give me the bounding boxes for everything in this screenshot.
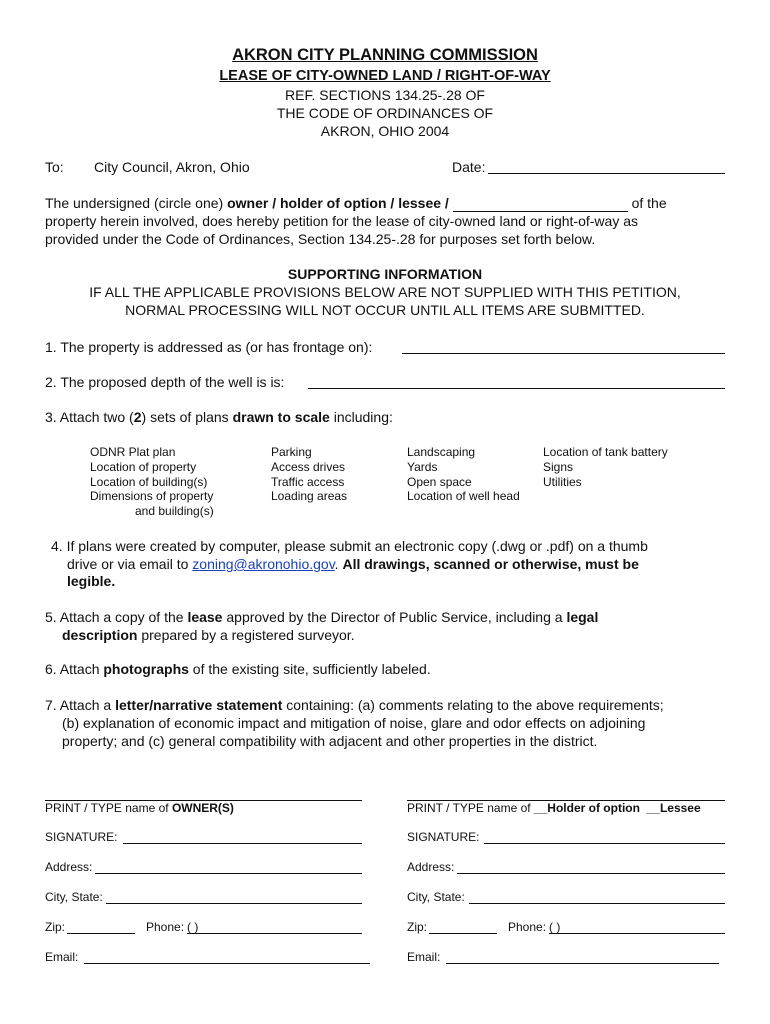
holder-email-field[interactable]: [446, 963, 719, 964]
well-depth-field[interactable]: [308, 388, 725, 389]
plan-item: Dimensions of property: [90, 489, 214, 504]
holder-city-state-field[interactable]: [469, 903, 725, 904]
owner-city-state-field[interactable]: [106, 903, 362, 904]
date-label: Date:: [452, 159, 486, 175]
owner-zip-field[interactable]: [67, 933, 135, 934]
ref-line-1: REF. SECTIONS 134.25-.28 OF: [285, 87, 485, 103]
plan-column-2: [271, 445, 347, 504]
petition-intro: The undersigned (circle one): [45, 195, 228, 211]
to-label: To:: [45, 159, 64, 175]
plan-item: Open space: [407, 474, 472, 489]
form-title: AKRON CITY PLANNING COMMISSION: [232, 46, 538, 64]
plan-item: ODNR Plat plan: [90, 445, 176, 459]
owner-phone-label: Phone:: [146, 920, 185, 934]
holder-phone-field[interactable]: [549, 933, 725, 934]
plan-item: Loading areas: [271, 489, 348, 504]
holder-address-label: Address:: [407, 860, 455, 874]
petition-line-3: provided under the Code of Ordinances, Section 134.25-.28 for purposes set forth below.: [45, 231, 596, 247]
plan-item: Utilities: [543, 474, 582, 489]
item-2-label: 2. The proposed depth of the well is is:: [45, 374, 285, 390]
owner-address-label: Address:: [45, 860, 93, 874]
item-1-label: 1. The property is addressed as (or has frontage on):: [45, 339, 373, 355]
holder-signature-label: SIGNATURE:: [407, 830, 480, 844]
ref-line-3: AKRON, OHIO 2004: [320, 123, 450, 139]
plan-item: Location of property: [90, 459, 197, 474]
holder-address-field[interactable]: [457, 873, 725, 874]
item-4-line-2: drive or via email to zoning@akronohio.gov. All drawings, scanned or otherwise, must be: [67, 556, 639, 572]
petitioner-other-field[interactable]: [453, 195, 628, 212]
item-7-line-3: property; and (c) general compatibility with adjacent and other properties in the district.: [62, 733, 598, 749]
to-value: City Council, Akron, Ohio: [94, 159, 250, 175]
plan-item: Signs: [543, 459, 574, 474]
plan-column-3: [407, 445, 520, 504]
item-5-line-2: description prepared by a registered surveyor.: [62, 627, 355, 643]
ref-line-2: THE CODE OF ORDINANCES OF: [276, 105, 494, 121]
plan-item: Location of building(s): [90, 474, 208, 489]
plan-item: and building(s): [135, 504, 214, 519]
supporting-note-1: IF ALL THE APPLICABLE PROVISIONS BELOW ARE NOT SUPPLIED WITH THIS PETITION,: [89, 284, 681, 300]
holder-print-label: PRINT / TYPE name of __Holder of option __Lessee: [407, 801, 701, 815]
plan-item: Yards: [407, 459, 438, 474]
item-3-label: 3. Attach two (2) sets of plans drawn to scale including:: [45, 409, 393, 425]
plan-item: Location of tank battery: [543, 445, 668, 459]
holder-zip-label: Zip:: [407, 920, 428, 934]
plan-column-4: [543, 445, 668, 489]
holder-option-choice[interactable]: __Holder of option: [533, 801, 640, 815]
owner-zip-label: Zip:: [45, 920, 66, 934]
holder-phone-paren: ( ): [549, 920, 561, 934]
owner-signature-label: SIGNATURE:: [45, 830, 118, 844]
owner-signature-field[interactable]: [123, 843, 362, 844]
owner-print-label: PRINT / TYPE name of OWNER(S): [45, 801, 234, 815]
petition-of-the: of the: [627, 195, 667, 211]
petition-line-2: property herein involved, does hereby petition for the lease of city-owned land or right-of-way as: [45, 213, 638, 229]
holder-phone-label: Phone:: [508, 920, 547, 934]
plan-item: Parking: [271, 445, 312, 459]
item-5-line-1: 5. Attach a copy of the lease approved by the Director of Public Service, including a legal: [45, 609, 599, 625]
supporting-note-2: NORMAL PROCESSING WILL NOT OCCUR UNTIL ALL ITEMS ARE SUBMITTED.: [125, 302, 645, 318]
owner-phone-paren: ( ): [187, 920, 199, 934]
item-7-line-2: (b) explanation of economic impact and mitigation of noise, glare and odor effects on adjoining: [62, 715, 646, 731]
plan-item: Landscaping: [407, 445, 476, 459]
supporting-heading: SUPPORTING INFORMATION: [287, 266, 483, 282]
owner-email-field[interactable]: [84, 963, 370, 964]
plan-item: Access drives: [271, 459, 346, 474]
owner-phone-field[interactable]: [187, 933, 362, 934]
item-4-line-1: 4. If plans were created by computer, please submit an electronic copy (.dwg or .pdf) on a thumb: [51, 538, 648, 554]
plan-item: Traffic access: [271, 474, 345, 489]
date-field[interactable]: [488, 173, 725, 174]
item-6-label: 6. Attach photographs of the existing site, sufficiently labeled.: [45, 661, 431, 677]
lessee-choice[interactable]: __Lessee: [646, 801, 701, 815]
owner-city-state-label: City, State:: [45, 890, 103, 904]
property-address-field[interactable]: [402, 353, 725, 354]
item-7-line-1: 7. Attach a letter/narrative statement containing: (a) comments relating to the above requirements;: [45, 697, 664, 713]
zoning-email-link[interactable]: zoning@akronohio.gov: [192, 556, 335, 572]
petitioner-type-options[interactable]: owner / holder of option / lessee /: [227, 195, 453, 211]
holder-city-state-label: City, State:: [407, 890, 465, 904]
owner-email-label: Email:: [45, 950, 79, 964]
holder-email-label: Email:: [407, 950, 441, 964]
form-subtitle: LEASE OF CITY-OWNED LAND / RIGHT-OF-WAY: [219, 68, 551, 84]
petition-line-1: [45, 195, 667, 212]
owner-address-field[interactable]: [95, 873, 362, 874]
item-4-line-3: legible.: [67, 573, 116, 589]
plan-column-1: [90, 445, 214, 519]
plan-item: Location of well head: [407, 489, 520, 504]
holder-signature-field[interactable]: [484, 843, 725, 844]
holder-zip-field[interactable]: [429, 933, 497, 934]
